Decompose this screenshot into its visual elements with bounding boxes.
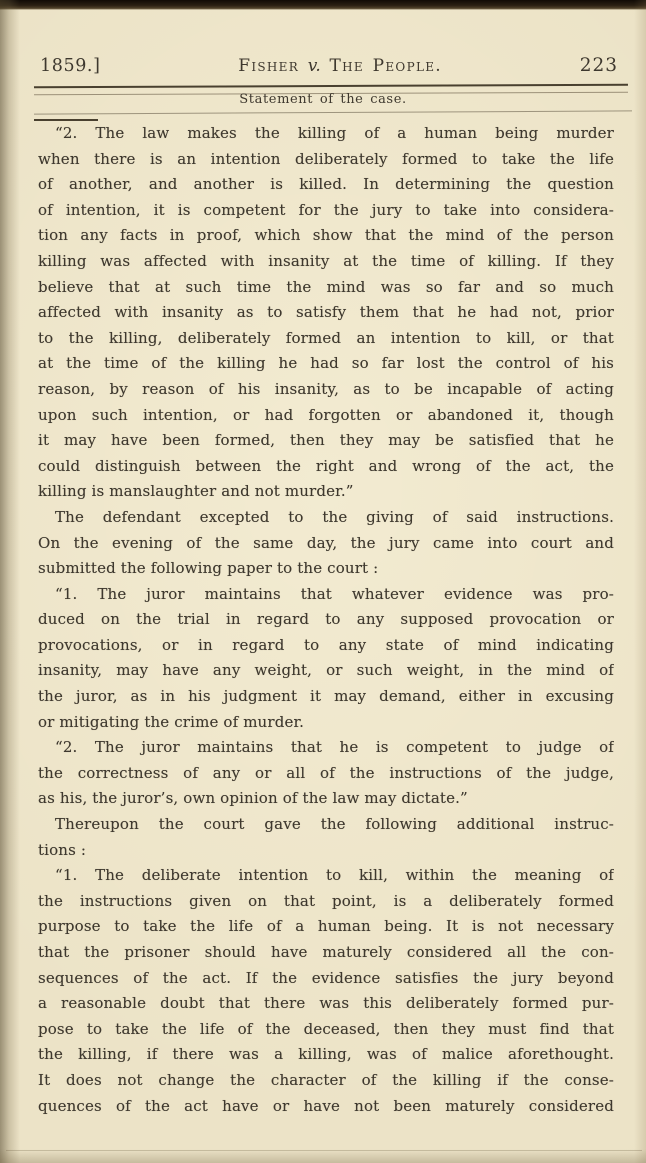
- body-paragraph: [38, 863, 614, 1119]
- page-number: 223: [579, 55, 618, 76]
- scan-edge-left: [0, 0, 20, 1163]
- scan-edge-top: [0, 0, 646, 10]
- text-line: submitted the following paper to the court :: [38, 559, 379, 578]
- text-line: provocations, or in regard to any state of mind indicating: [38, 635, 614, 654]
- text-line: pose to take the life of the deceased, then they must find that: [38, 1019, 614, 1038]
- text-line: “1. The juror maintains that whatever evidence was pro-: [55, 584, 614, 603]
- text-line: when there is an intention deliberately formed to take the life: [38, 149, 614, 168]
- text-line: affected with insanity as to satisfy them that he had not, prior: [38, 303, 614, 322]
- body-paragraph: [38, 812, 614, 863]
- text-line: that the prisoner should have maturely considered all the con-: [38, 943, 614, 961]
- text-line: sequences of the act. If the evidence satisfies the jury beyond: [38, 968, 614, 987]
- running-head-rule: [34, 110, 632, 114]
- text-line: at the time of the killing he had so far lost the control of his: [38, 354, 614, 373]
- scan-edge-right: [634, 0, 646, 1163]
- text-line: “1. The deliberate intention to kill, within the meaning of: [55, 866, 614, 885]
- text-line: insanity, may have any weight, or such weight, in the mind of: [38, 661, 614, 680]
- text-line: or mitigating the crime of murder.: [38, 712, 305, 731]
- text-line: On the evening of the same day, the jury came into court and: [38, 533, 614, 552]
- text-line: the killing, if there was a killing, was of malice aforethought.: [38, 1045, 614, 1064]
- text-line: the juror, as in his judgment it may demand, either in excusing: [38, 687, 614, 706]
- text-line: killing is manslaughter and not murder.”: [38, 482, 354, 501]
- text-line: tion any facts in proof, which show that the mind of the person: [38, 226, 614, 245]
- text-line: quences of the act have or have not been maturely considered: [38, 1096, 614, 1115]
- case-title-defendant: The People.: [320, 56, 442, 76]
- body-paragraph: [38, 505, 614, 582]
- text-line: “2. The law makes the killing of a human being murder: [55, 124, 614, 142]
- text-line: upon such intention, or had forgotten or abandoned it, though: [38, 405, 614, 424]
- case-title-plaintiff: Fisher: [238, 56, 308, 76]
- text-line: duced on the trial in regard to any supposed provocation or: [38, 610, 614, 629]
- body-paragraph: [38, 735, 614, 812]
- case-text: [38, 121, 614, 1119]
- text-line: of intention, it is competent for the jury to take into considera-: [38, 200, 614, 219]
- text-line: could distinguish between the right and wrong of the act, the: [38, 456, 614, 475]
- text-line: of another, and another is killed. In determining the question: [38, 175, 614, 194]
- text-line: The defendant excepted to the giving of said instructions.: [55, 507, 614, 526]
- text-line: killing was affected with insanity at the time of killing. If they: [38, 251, 614, 270]
- body-paragraph: [38, 121, 614, 505]
- body-paragraph: [38, 582, 614, 736]
- text-line: it may have been formed, then they may be satisfied that he: [38, 431, 614, 450]
- page-header: [40, 55, 618, 76]
- scan-edge-bottom: [0, 1149, 646, 1163]
- text-line: tions :: [38, 840, 87, 859]
- case-title: [101, 56, 580, 76]
- text-line: It does not change the character of the killing if the conse-: [38, 1070, 614, 1089]
- text-line: “2. The juror maintains that he is competent to judge of: [55, 738, 614, 757]
- text-line: as his, the juror’s, own opinion of the law may dictate.”: [38, 789, 468, 808]
- text-line: purpose to take the life of a human being. It is not necessary: [38, 917, 614, 936]
- text-line: reason, by reason of his insanity, as to be incapable of acting: [38, 379, 614, 398]
- running-head: Statement of the case.: [239, 92, 407, 107]
- text-line: the instructions given on that point, is a deliberately formed: [38, 891, 614, 910]
- text-line: Thereupon the court gave the following additional instruc-: [55, 815, 614, 834]
- case-title-versus: v.: [307, 56, 321, 76]
- text-line: a reasonable doubt that there was this deliberately formed pur-: [38, 994, 614, 1013]
- text-line: to the killing, deliberately formed an intention to kill, or that: [38, 328, 614, 347]
- text-line: the correctness of any or all of the instructions of the judge,: [38, 763, 614, 782]
- year-label: 1859.]: [40, 56, 101, 76]
- text-line: believe that at such time the mind was so far and so much: [38, 277, 614, 296]
